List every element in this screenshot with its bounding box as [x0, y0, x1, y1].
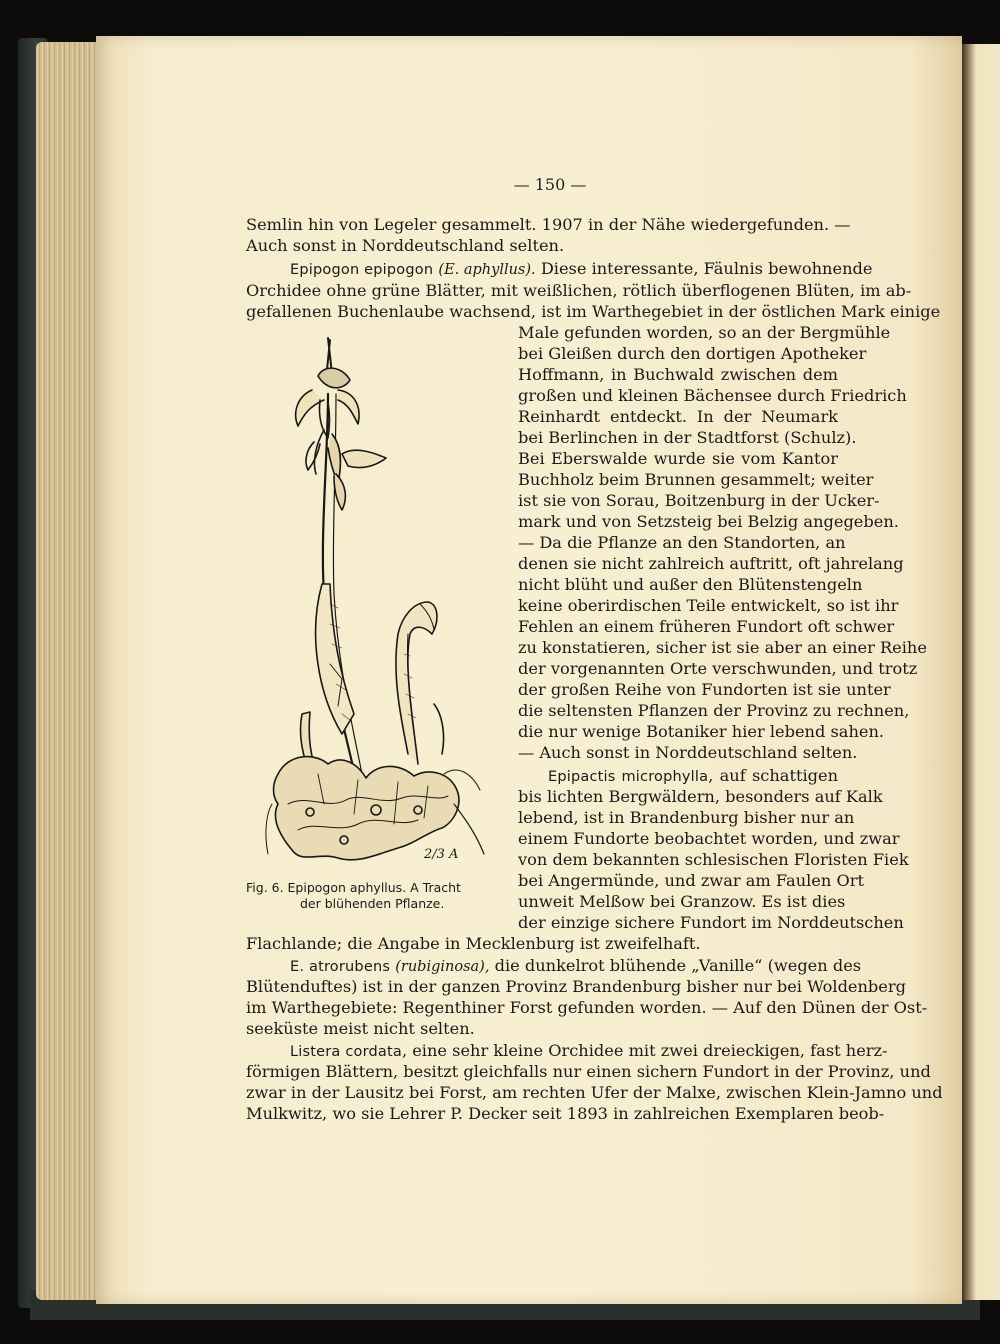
text-line: Blütenduftes) ist in der ganzen Provinz Brandenburg bisher nur bei Woldenberg [246, 977, 906, 996]
right-column-line: unweit Melßow bei Granzow. Es ist dies [518, 892, 846, 911]
right-column-line: von dem bekannten schlesischen Floristen Fiek [518, 850, 909, 869]
right-column-line: ist sie von Sorau, Boitzenburg in der Ucker- [518, 491, 880, 510]
right-column-line: bis lichten Bergwäldern, besonders auf Kalk [518, 787, 883, 806]
text-line: Mulkwitz, wo sie Lehrer P. Decker seit 1893 in zahlreichen Exemplaren beob- [246, 1104, 885, 1123]
right-column-line: nicht blüht und außer den Blütenstengeln [518, 575, 863, 594]
right-column-line: — Auch sonst in Norddeutschland selten. [518, 743, 858, 762]
species-name: E. atrorubens [290, 959, 391, 975]
text-line: im Warthegebiete: Regenthiner Forst gefunden worden. — Auf den Dünen der Ost- [246, 998, 928, 1017]
right-column-line: der vorgenannten Orte verschwunden, und trotz [518, 659, 918, 678]
figure-caption-line-2: der blühenden Pflanze. [300, 896, 445, 911]
text-line: Semlin hin von Legeler gesammelt. 1907 in der Nähe wiedergefunden. — [246, 215, 851, 234]
right-column-line: Buchholz beim Brunnen gesammelt; weiter [518, 470, 874, 489]
right-column-line: der einzige sichere Fundort im Norddeutschen [518, 913, 904, 932]
right-column-line: die seltensten Pflanzen der Provinz zu rechnen, [518, 701, 910, 720]
text-line: gefallenen Buchenlaube wachsend, ist im Warthegebiet in der östlichen Mark einige [246, 302, 941, 321]
right-column-line: Male gefunden worden, so an der Bergmühle [518, 323, 891, 342]
text-fragment: die dunkelrot blühende „Vanille“ (wegen des [494, 956, 862, 975]
figure-caption [246, 880, 508, 912]
right-column-line: Reinhardt entdeckt. In der Neumark [518, 407, 838, 426]
right-column-line: bei Angermünde, und zwar am Faulen Ort [518, 871, 864, 890]
text-line: seeküste meist nicht selten. [246, 1019, 475, 1038]
species-name: Epipactis microphylla [548, 769, 709, 785]
right-column-line: der großen Reihe von Fundorten ist sie unter [518, 680, 891, 699]
text-line: Auch sonst in Norddeutschland selten. [246, 236, 565, 255]
text-line: förmigen Blättern, besitzt gleichfalls nur einen sichern Fundort in der Provinz, und [246, 1062, 931, 1081]
right-column-line: denen sie nicht zahlreich auftritt, oft jahrelang [518, 554, 904, 573]
right-column-line: — Da die Pflanze an den Standorten, an [518, 533, 846, 552]
species-name: Epipogon epipogon [290, 262, 434, 278]
right-column-line: Fehlen an einem früheren Fundort oft schwer [518, 617, 895, 636]
listera-line-1 [290, 1040, 888, 1064]
text-fragment: , auf schattigen [708, 766, 839, 785]
right-column-line: die nur wenige Botaniker hier lebend sahen. [518, 722, 885, 741]
right-column-line: zu konstatieren, sicher ist sie aber an einer Reihe [518, 638, 927, 657]
epipactis-line-1 [548, 765, 838, 789]
figure-scale-label: 2/3 A [424, 847, 459, 862]
right-column-line: bei Berlinchen in der Stadtforst (Schulz). [518, 428, 857, 447]
right-column-line: mark und von Setzsteig bei Belzig angegeben. [518, 512, 899, 531]
species-name: Listera cordata [290, 1044, 402, 1060]
orchid-illustration [258, 334, 490, 874]
atrorubens-line-1 [290, 955, 862, 979]
text-line: zwar in der Lausitz bei Forst, am rechten Ufer der Malxe, zwischen Klein-Jamno und [246, 1083, 943, 1102]
species-synonym: (rubiginosa), [395, 959, 490, 975]
text-fragment: Diese interessante, Fäulnis bewohnende [540, 259, 873, 278]
right-column-line: Bei Eberswalde wurde sie vom Kantor [518, 449, 838, 468]
right-column-line: lebend, ist in Brandenburg bisher nur an [518, 808, 855, 827]
text-fragment: , eine sehr kleine Orchidee mit zwei dreieckigen, fast herz- [401, 1041, 888, 1060]
right-column-line: großen und kleinen Bächensee durch Friedrich [518, 386, 907, 405]
species-synonym: (E. aphyllus). [438, 262, 536, 278]
epipogon-line-1 [290, 258, 873, 282]
page-number: — 150 — [513, 175, 587, 194]
right-column-line: keine oberirdischen Teile entwickelt, so ist ihr [518, 596, 899, 615]
figure-caption-line-1: Fig. 6. Epipogon aphyllus. A Tracht [246, 880, 461, 895]
right-column-line: bei Gleißen durch den dortigen Apotheker [518, 344, 867, 363]
text-line: Flachlande; die Angabe in Mecklenburg ist zweifelhaft. [246, 934, 701, 953]
next-page-edge [962, 44, 1000, 1300]
text-line: Orchidee ohne grüne Blätter, mit weißlichen, rötlich überflogenen Blüten, im ab- [246, 281, 912, 300]
right-column-line: einem Fundorte beobachtet worden, und zwar [518, 829, 900, 848]
right-column-line: Hoffmann, in Buchwald zwischen dem [518, 365, 838, 384]
